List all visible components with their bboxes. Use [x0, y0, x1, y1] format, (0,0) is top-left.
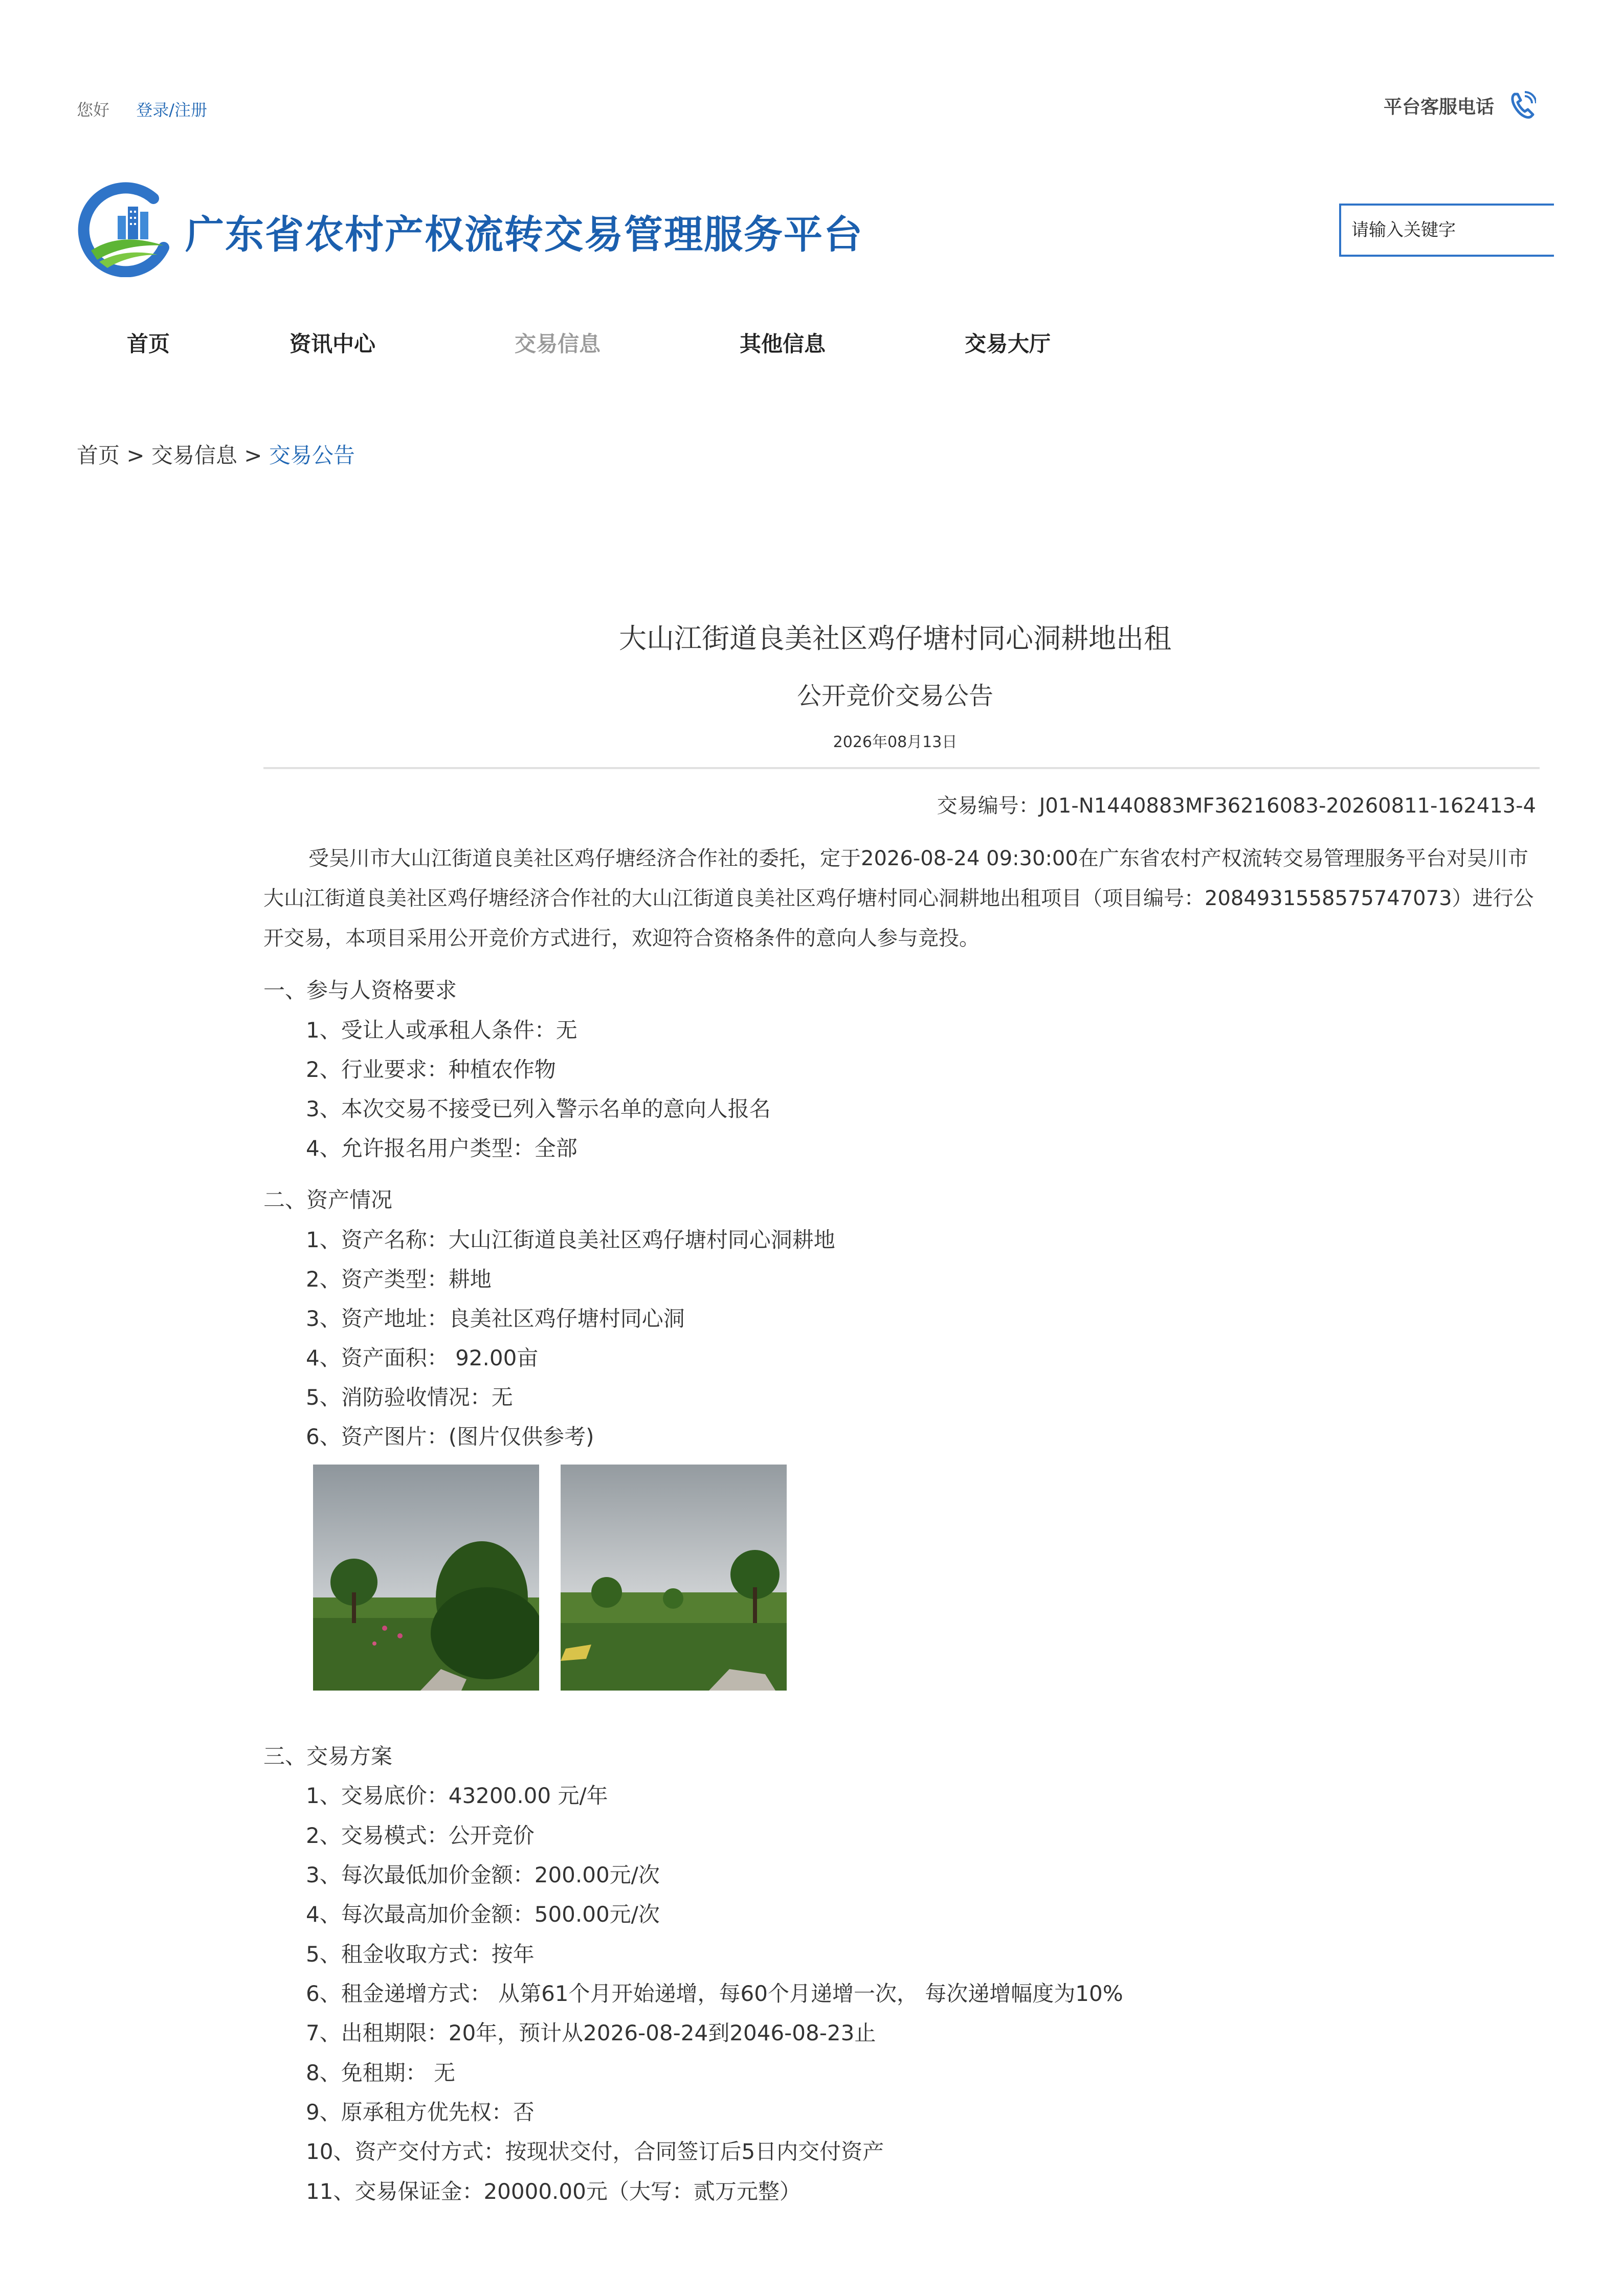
hotline-label: 平台客服电话 [1383, 96, 1494, 118]
hotline[interactable] [1384, 91, 1536, 120]
main-nav [77, 327, 1120, 358]
asset-photo[interactable] [313, 1465, 539, 1691]
list-item: 7、出租期限：20年，预计从2026-08-24到2046-08-23止 [306, 2020, 876, 2045]
notice-subtitle: 公开竞价交易公告 [796, 682, 993, 710]
platform-logo [77, 180, 174, 277]
asset-photo-image [313, 1465, 539, 1691]
notice-date: 2026年08月13日 [833, 733, 958, 751]
section-heading: 二、资产情况 [263, 1187, 393, 1212]
list-item: 3、每次最低加价金额：200.00元/次 [306, 1862, 660, 1887]
breadcrumb-sep: > [237, 443, 269, 468]
list-item: 11、交易保证金：20000.00元（大写：贰万元整） [306, 2179, 801, 2204]
list-item: 2、资产类型：耕地 [306, 1267, 492, 1292]
list-item: 5、消防验收情况：无 [306, 1385, 513, 1410]
list-item: 4、资产面积： 92.00亩 [306, 1345, 539, 1370]
nav-item-home[interactable]: 首页 [126, 331, 170, 356]
list-item: 5、租金收取方式：按年 [306, 1942, 535, 1967]
site-title: 广东省农村产权流转交易管理服务平台 [185, 212, 863, 257]
list-item: 3、资产地址：良美社区鸡仔塘村同心洞 [306, 1306, 685, 1331]
list-item: 8、免租期： 无 [306, 2060, 456, 2085]
nav-item-news[interactable]: 资讯中心 [289, 331, 375, 356]
notice-intro: 受吴川市大山江街道良美社区鸡仔塘经济合作社的委托，定于2026-08-24 09:30:00在广东省农村产权流转交易管理服务平台对吴川市大山江街道良美社区鸡仔塘经济合作社的大山江街道良美社区鸡仔塘村同心洞耕地出租项目（项目编号：2084931558575747073）进行公开交易，本项目采用公开竞价方式进行，欢迎符合资格条件的意向人参与竞投。 [263, 847, 1534, 950]
list-item: 6、租金递增方式： 从第61个月开始递增，每60个月递增一次， 每次递增幅度为10% [306, 1981, 1123, 2006]
notice-title: 大山江街道良美社区鸡仔塘村同心洞耕地出租 [619, 622, 1171, 655]
section-heading: 一、参与人资格要求 [263, 978, 457, 1003]
asset-photo-image [561, 1465, 787, 1691]
list-item: 10、资产交付方式：按现状交付，合同签订后5日内交付资产 [306, 2139, 884, 2164]
trade-code: 交易编号：J01-N1440883MF36216083-20260811-162413-4 [937, 794, 1536, 818]
search-input[interactable] [1339, 204, 1554, 257]
nav-item-other-info[interactable]: 其他信息 [739, 331, 826, 356]
divider [263, 767, 1540, 769]
list-item: 1、受让人或承租人条件：无 [306, 1018, 577, 1043]
asset-photo[interactable] [561, 1465, 787, 1691]
list-item: 4、每次最高加价金额：500.00元/次 [306, 1902, 660, 1927]
nav-item-trading-hall[interactable]: 交易大厅 [964, 331, 1051, 356]
breadcrumb [77, 439, 355, 469]
login-register-link[interactable]: 登录/注册 [136, 100, 207, 120]
list-item: 1、资产名称：大山江街道良美社区鸡仔塘村同心洞耕地 [306, 1227, 835, 1252]
nav-item-trade-info[interactable]: 交易信息 [514, 331, 601, 356]
top-bar [77, 97, 207, 121]
breadcrumb-sep: > [120, 443, 151, 468]
section-heading: 三、交易方案 [263, 1744, 393, 1769]
list-item: 1、交易底价：43200.00 元/年 [306, 1783, 608, 1808]
list-item: 3、本次交易不接受已列入警示名单的意向人报名 [306, 1096, 771, 1121]
greeting-text: 您好 [77, 100, 110, 120]
list-item: 9、原承租方优先权：否 [306, 2100, 535, 2125]
list-item: 6、资产图片：(图片仅供参考) [306, 1424, 594, 1449]
phone-icon [1509, 91, 1536, 120]
list-item: 4、允许报名用户类型：全部 [306, 1136, 577, 1161]
breadcrumb-parent[interactable]: 交易信息 [151, 443, 237, 468]
list-item: 2、交易模式：公开竞价 [306, 1823, 535, 1848]
list-item: 2、行业要求：种植农作物 [306, 1057, 556, 1082]
breadcrumb-current[interactable]: 交易公告 [269, 443, 355, 468]
breadcrumb-home[interactable]: 首页 [77, 443, 120, 468]
